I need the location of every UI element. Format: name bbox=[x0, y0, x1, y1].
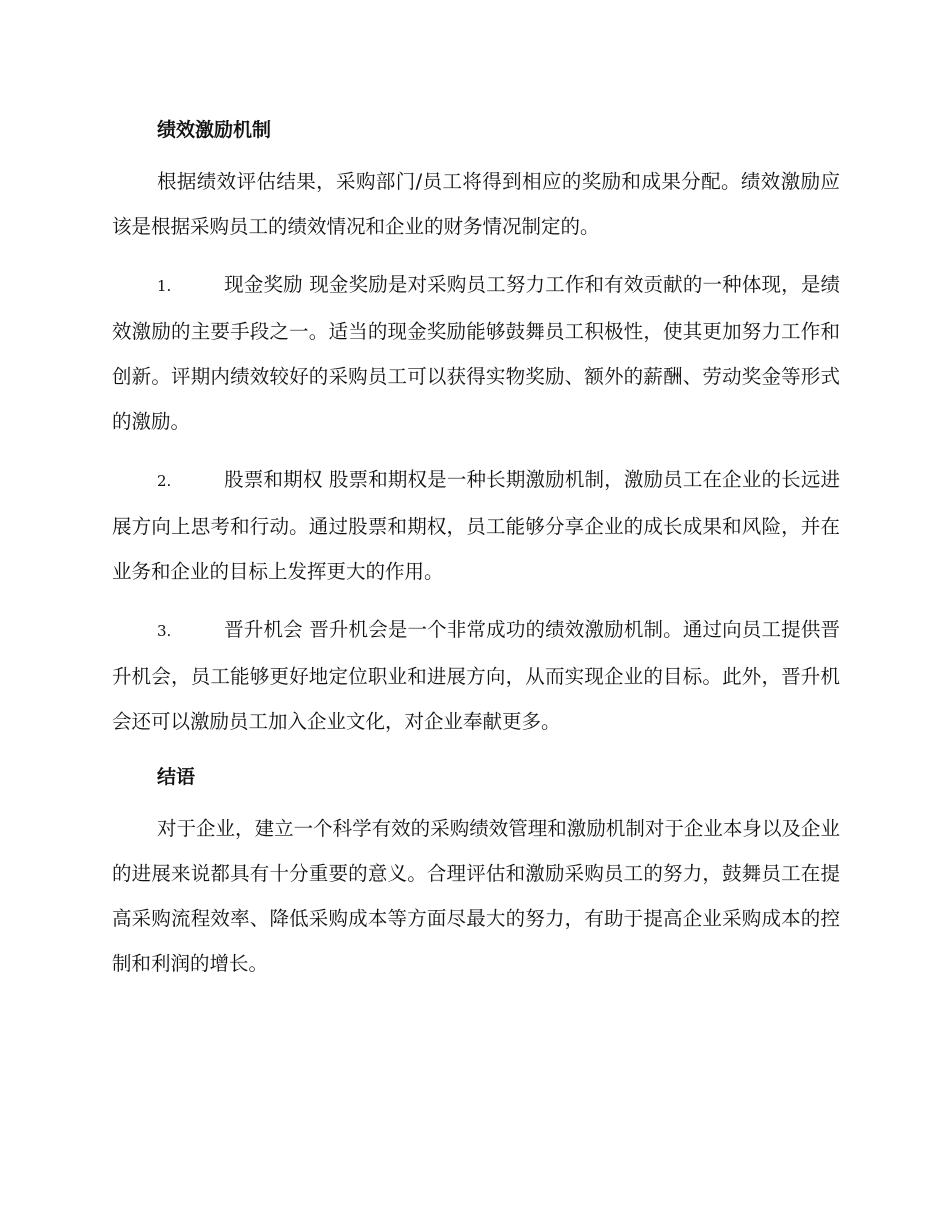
list-item-number: 3. bbox=[157, 622, 172, 640]
list-item-text: 现金奖励 现金奖励是对采购员工努力工作和有效贡献的一种体现，是绩效激励的主要手段之一。适当的现金奖励能够鼓舞员工积极性，使其更加努力工作和创新。评期内绩效较好的采购员工可以获得实物奖励、额外的薪酬、劳动奖金等形式的激励。 bbox=[112, 273, 840, 433]
conclusion-paragraph: 对于企业，建立一个科学有效的采购绩效管理和激励机制对于企业本身以及企业的进展来说都具有十分重要的意义。合理评估和激励采购员工的努力，鼓舞员工在提高采购流程效率、降低采购成本等方面尽最大的努力，有助于提高企业采购成本的控制和利润的增长。 bbox=[112, 817, 840, 975]
document-page bbox=[112, 110, 840, 999]
list-item-text: 晋升机会 晋升机会是一个非常成功的绩效激励机制。通过向员工提供晋升机会，员工能够更好地定位职业和进展方向，从而实现企业的目标。此外，晋升机会还可以激励员工加入企业文化，对企业奉献更多。 bbox=[112, 618, 840, 733]
list-item-text: 股票和期权 股票和期权是一种长期激励机制，激励员工在企业的长远进展方向上思考和行动。通过股票和期权，员工能够分享企业的成长成果和风险，并在业务和企业的目标上发挥更大的作用。 bbox=[112, 468, 840, 583]
section-heading-incentive: 绩效激励机制 bbox=[157, 119, 272, 141]
list-item-promotion bbox=[112, 607, 840, 744]
intro-paragraph: 根据绩效评估结果，采购部门/员工将得到相应的奖励和成果分配。绩效激励应该是根据采购员工的绩效情况和企业的财务情况制定的。 bbox=[112, 170, 840, 238]
section-heading-conclusion: 结语 bbox=[157, 766, 196, 788]
list-item-cash-reward bbox=[112, 262, 840, 444]
list-item-number: 2. bbox=[157, 472, 172, 490]
list-item-stock-options bbox=[112, 457, 840, 594]
list-item-number: 1. bbox=[157, 277, 172, 295]
